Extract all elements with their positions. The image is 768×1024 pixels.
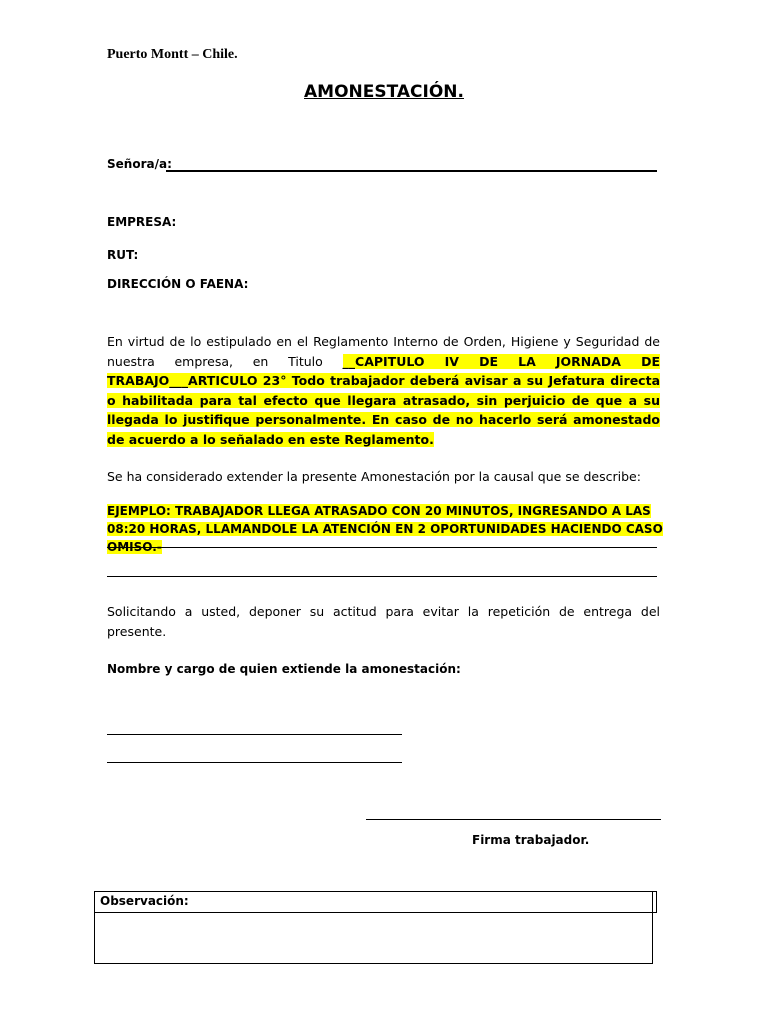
paragraph-intro: En virtud de lo estipulado en el Reglamento Interno de Orden, Higiene y Seguridad de nuestra empresa, en Titulo (107, 334, 660, 369)
observacion-label: Observación: (100, 894, 189, 908)
senora-label: Señora/a: (107, 157, 172, 171)
location-text: Puerto Montt – Chile. (107, 47, 238, 62)
paragraph-highlight: __CAPITULO IV DE LA JORNADA DE TRABAJO___ARTICULO 23° Todo trabajador deberá avisar a su Jefatura directa o habilitada para tal efecto que llegara atrasado, sin perjuicio de que a su llegada lo justifique personalmente. En caso de no hacerlo será amonestado de acuerdo a lo señalado en este Reglamento. (107, 353, 660, 447)
direccion-label: DIRECCIÓN O FAENA: (107, 277, 249, 291)
solicitando-text: Solicitando a usted, deponer su actitud para evitar la repetición de entrega del presente. (107, 604, 660, 639)
considerado-text: Se ha considerado extender la presente Amonestación por la causal que se describe: (107, 469, 641, 484)
firma-line (366, 819, 661, 820)
document-title: AMONESTACIÓN. (304, 82, 464, 102)
empresa-label: EMPRESA: (107, 215, 177, 229)
reglamento-paragraph (107, 332, 660, 449)
causal-line-2 (107, 576, 657, 577)
nombre-cargo-label: Nombre y cargo de quien extiende la amonestación: (107, 662, 461, 676)
senora-line (166, 170, 657, 172)
causal-line-1 (107, 547, 657, 548)
ejemplo-highlight: EJEMPLO: TRABAJADOR LLEGA ATRASADO CON 20 MINUTOS, INGRESANDO A LAS 08:20 HORAS, LLAMANDOLE LA ATENCIÓN EN 2 OPORTUNIDADES HACIENDO CASO OMISO.- (107, 504, 663, 554)
rut-label: RUT: (107, 248, 139, 262)
nombre-line-1 (107, 734, 402, 735)
nombre-line-2 (107, 762, 402, 763)
firma-label: Firma trabajador. (472, 833, 590, 847)
